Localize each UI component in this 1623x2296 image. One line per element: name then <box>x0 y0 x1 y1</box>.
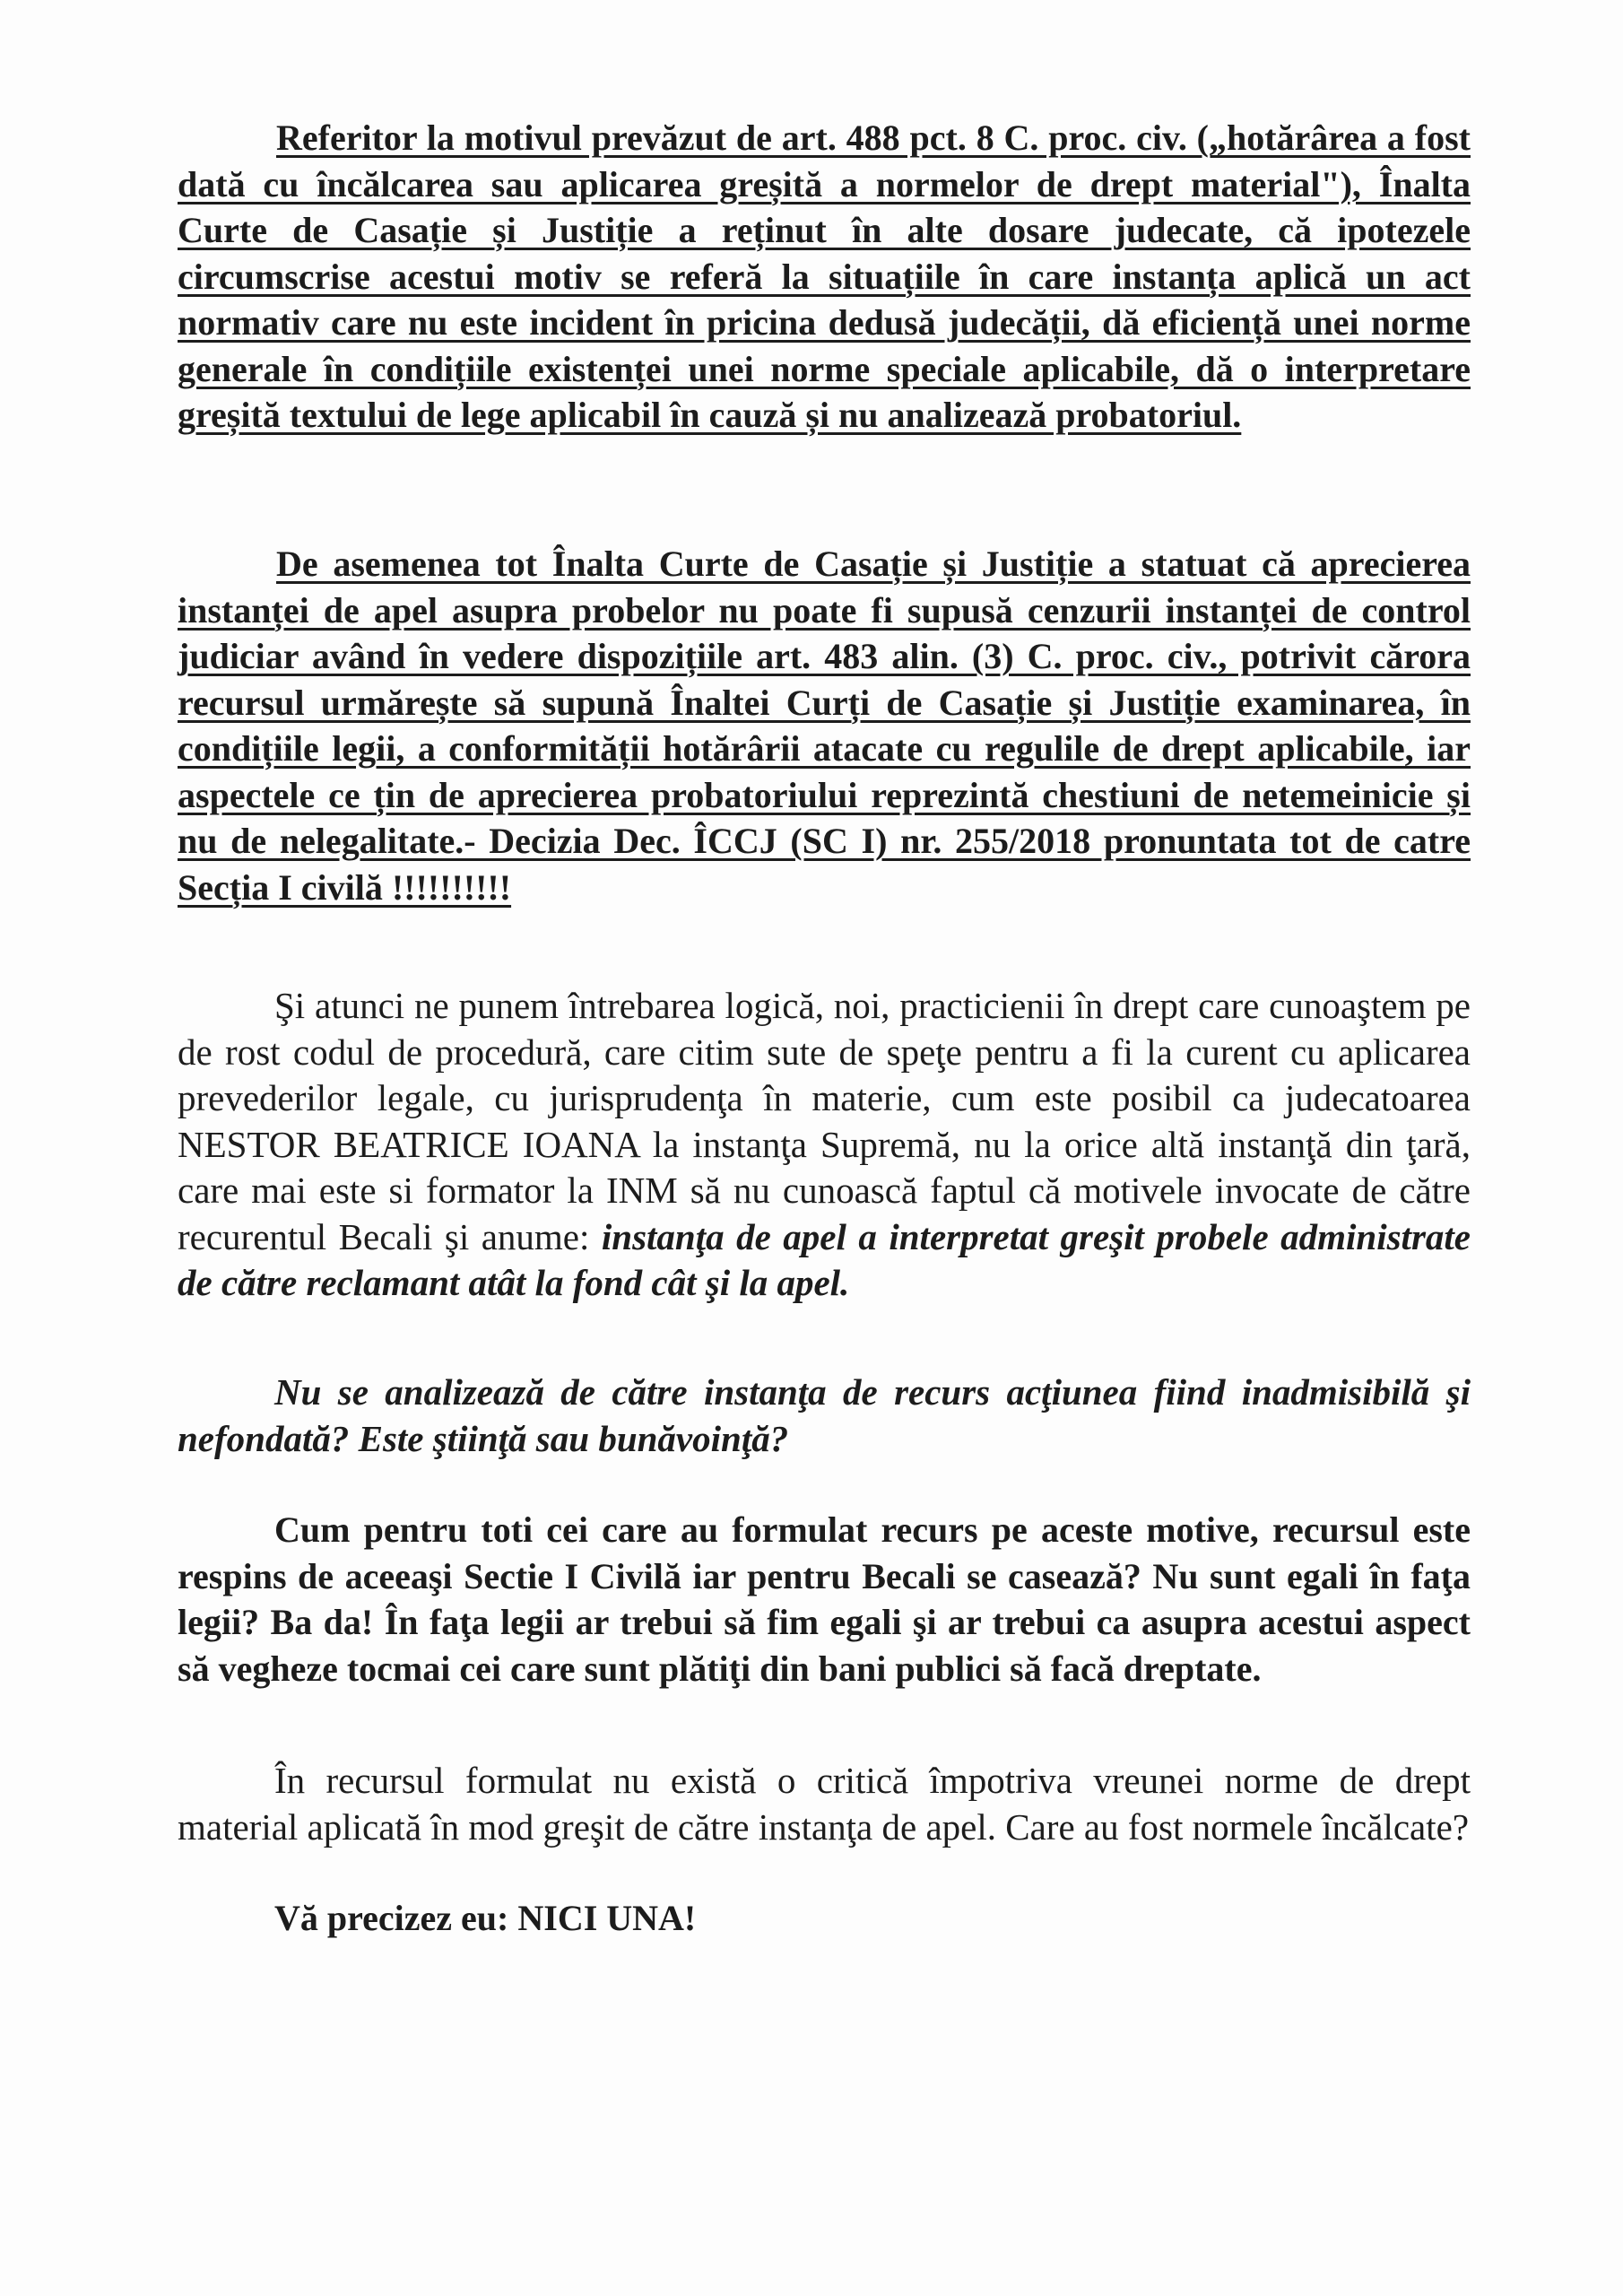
paragraph-court-decision-255-2018: De asemenea tot Înalta Curte de Casație și Justiție a statuat că aprecierea instanței de apel asupra probelor nu poate fi supusă cenzurii instanței de control judiciar având în vedere dispozițiile art. 483 alin. (3) C. proc. civ., potrivit cărora recursul urmărește să supună Înaltei Curți de Casație și Justiție examinarea, în condițiile legii, a conformității hotărârii atacate cu regulile de drept aplicabile, iar aspectele ce țin de aprecierea probatoriului reprezintă chestiuni de netemeinicie și nu de nelegalitate.- Decizia Dec. ÎCCJ (SC I) nr. 255/2018 pronuntata tot de catre Secția I civilă !!!!!!!!!! <box>178 544 1471 908</box>
paragraph-rhetorical-question: Nu se analizează de către instanţa de recurs acţiunea fiind inadmisibilă şi nefondată? Este ştiinţă sau bunăvoinţă? <box>178 1371 1471 1459</box>
paragraph-conclusion: Vă precizez eu: NICI UNA! <box>274 1898 697 1938</box>
paragraph-equality-before-law: Cum pentru toti cei care au formulat recurs pe aceste motive, recursul este respins de aceeaşi Sectie I Civilă iar pentru Becali se casează? Nu sunt egali în faţa legii? Ba da! În faţa legii ar trebui să fim egali şi ar trebui ca asupra acestui aspect să vegheze tocmai cei care sunt plătiţi din bani publici să facă dreptate. <box>178 1509 1471 1689</box>
paragraph-3-regular-text: Şi atunci ne punem întrebarea logică, noi, practicienii în drept care cunoaştem pe de rost codul de procedură, care citim sute de speţe pentru a fi la curent cu aplicarea prevederilor legale, cu jurisprudenţa în materie, cum este posibil ca judecatoarea NESTOR BEATRICE IOANA la instanţa Supremă, nu la orice altă instanţă din ţară, care mai este si formator la INM să nu cunoască faptul că motivele invocate de către recurentul Becali şi anume: <box>178 985 1471 1257</box>
paragraph-no-criticism-of-norms: În recursul formulat nu există o critică împotriva vreunei norme de drept material aplicată în mod greşit de către instanţa de apel. Care au fost normele încălcate? <box>178 1760 1471 1848</box>
paragraph-3-emphasized-text: instanţa de apel a interpretat greşit probele administrate de către reclamant atât la fond cât şi la apel. <box>178 1215 1471 1303</box>
paragraph-logical-question <box>178 983 1471 1307</box>
paragraph-legal-grounds-art-488: Referitor la motivul prevăzut de art. 488 pct. 8 C. proc. civ. („hotărârea a fost dată cu încălcarea sau aplicarea greșită a normelor de drept material"), Înalta Curte de Casație și Justiție a reținut în alte dosare judecate, că ipotezele circumscrise acestui motiv se referă la situațiile în care instanța aplică un act normativ care nu este incident în pricina dedusă judecății, dă eficiență unei norme generale în condițiile existenței unei norme speciale aplicabile, dă o interpretare greșită textului de lege aplicabil în cauză și nu analizează probatoriul. <box>178 117 1471 435</box>
